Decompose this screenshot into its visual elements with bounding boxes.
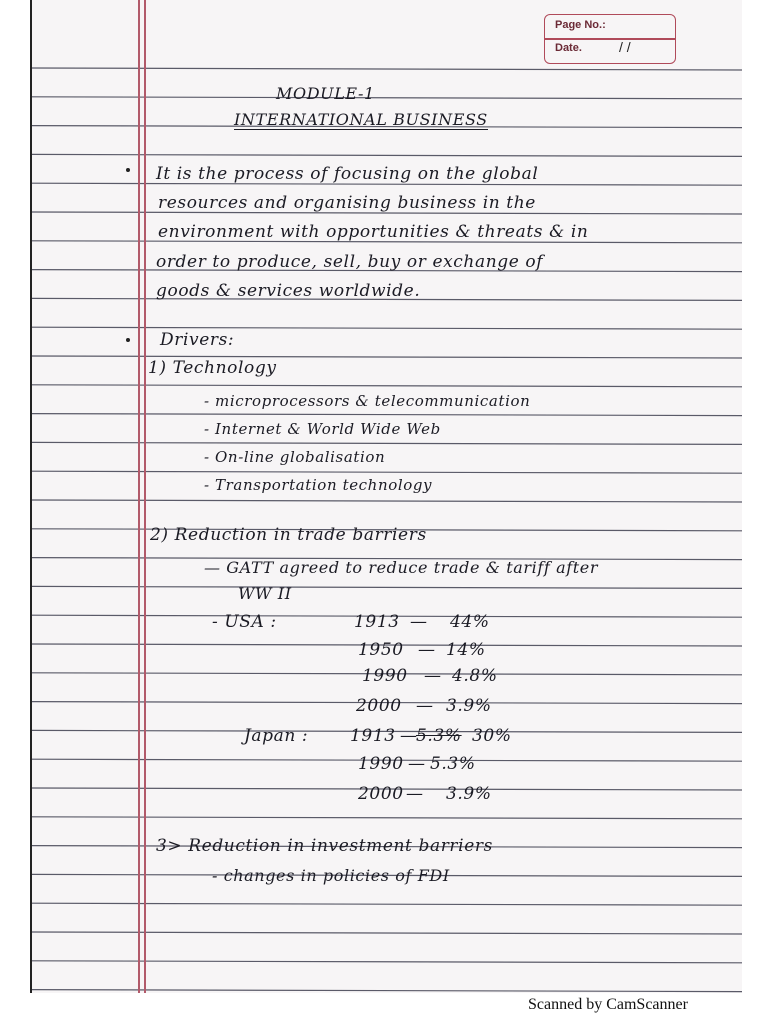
usa-value-2000: 3.9%: [446, 696, 492, 716]
japan-year-1990: 1990: [358, 754, 404, 774]
module-title: MODULE-1: [276, 84, 375, 103]
japan-dash-1990: —: [408, 754, 426, 774]
definition-line-4: order to produce, sell, buy or exchange of: [156, 252, 544, 272]
date-slashes: / /: [619, 39, 631, 55]
definition-line-5: goods & services worldwide.: [156, 281, 421, 301]
usa-year-1990: 1990: [362, 666, 408, 686]
bullet-drivers: [126, 338, 130, 342]
subject-title: INTERNATIONAL BUSINESS: [234, 110, 488, 129]
usa-dash-1913: —: [410, 612, 428, 632]
usa-value-1913: 44%: [450, 612, 490, 632]
usa-dash-1990: —: [424, 666, 442, 686]
usa-value-1990: 4.8%: [452, 666, 498, 686]
page-date-box: [544, 14, 676, 64]
driver-technology-label: 1) Technology: [148, 358, 277, 378]
driver-investment-label: 3> Reduction in investment barriers: [156, 836, 493, 856]
driver-trade-label: 2) Reduction in trade barriers: [150, 525, 427, 545]
usa-dash-2000: —: [416, 696, 434, 716]
usa-year-2000: 2000: [356, 696, 402, 716]
date-label: Date.: [555, 42, 582, 54]
definition-line-1: It is the process of focusing on the global: [156, 164, 539, 184]
technology-item-1: - microprocessors & telecommunication: [204, 392, 531, 410]
margin-line-left: [138, 0, 140, 993]
japan-year-2000: 2000: [358, 784, 404, 804]
usa-value-1950: 14%: [446, 640, 486, 660]
japan-label: Japan :: [244, 726, 309, 746]
japan-dash-2000: —: [406, 784, 424, 804]
technology-item-2: - Internet & World Wide Web: [204, 420, 441, 438]
gatt-line-2: WW II: [238, 584, 292, 603]
bullet-definition: [126, 168, 130, 172]
definition-line-3: environment with opportunities & threats & in: [158, 222, 589, 242]
technology-item-3: - On-line globalisation: [204, 448, 386, 466]
drivers-heading: Drivers:: [160, 330, 235, 350]
usa-year-1913: 1913: [354, 612, 400, 632]
usa-dash-1950: —: [418, 640, 436, 660]
japan-year-1913: 1913: [350, 726, 396, 746]
japan-value-1913: 30%: [472, 726, 512, 746]
scanner-footer: Scanned by CamScanner: [528, 996, 688, 1013]
japan-value-2000: 3.9%: [446, 784, 492, 804]
notebook-page: [30, 0, 742, 993]
page-no-label: Page No.:: [555, 19, 606, 31]
investment-item-1: - changes in policies of FDI: [212, 866, 450, 885]
technology-item-4: - Transportation technology: [204, 476, 433, 494]
usa-label: - USA :: [212, 612, 277, 632]
usa-year-1950: 1950: [358, 640, 404, 660]
japan-dash-1913: —: [400, 726, 418, 746]
gatt-line-1: — GATT agreed to reduce trade & tariff after: [204, 558, 599, 577]
japan-struck-value: 5.3%: [416, 726, 462, 746]
japan-value-1990: 5.3%: [430, 754, 476, 774]
margin-line-right: [144, 0, 146, 993]
definition-line-2: resources and organising business in the: [158, 193, 536, 213]
